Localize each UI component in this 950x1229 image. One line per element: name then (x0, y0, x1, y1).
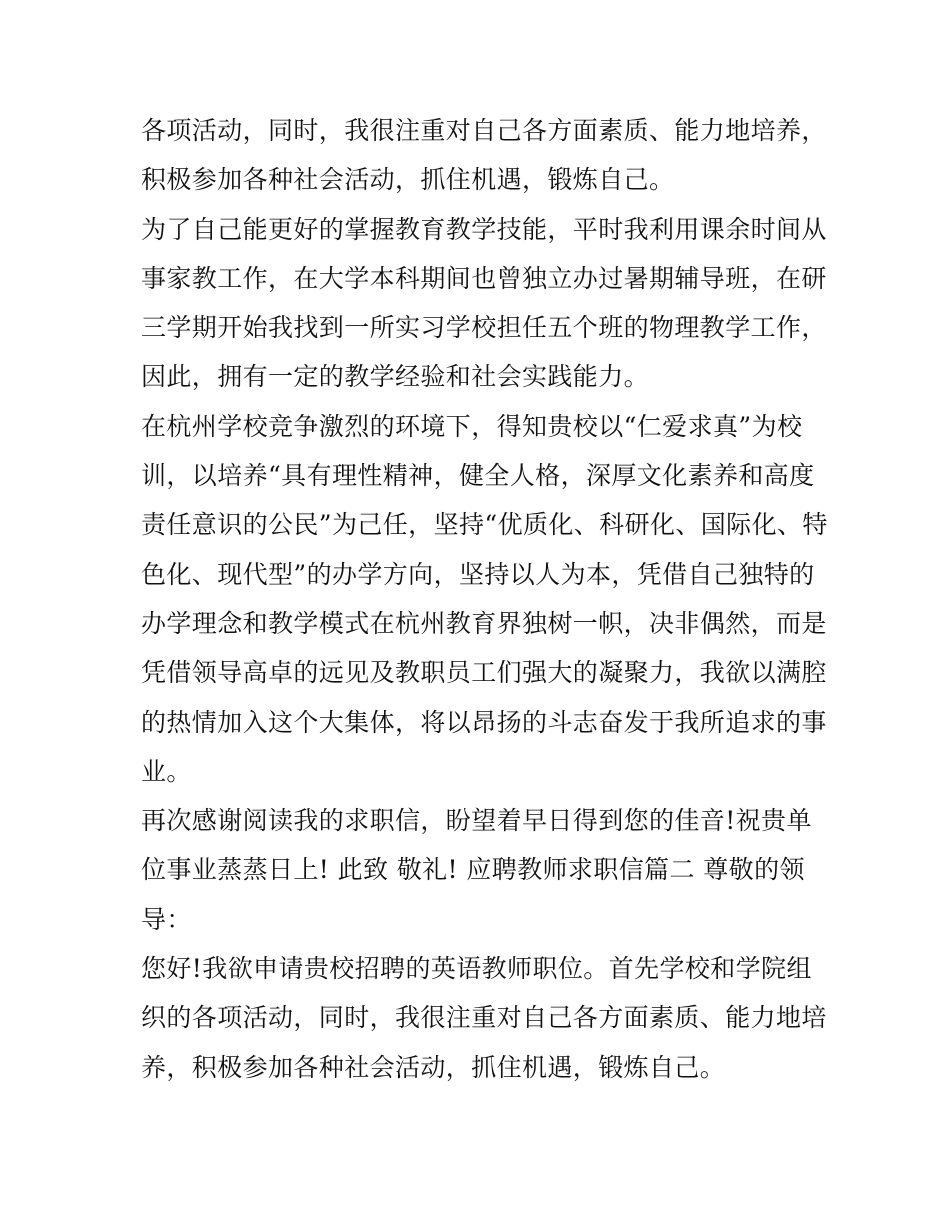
text-line: 导： (141, 904, 192, 934)
text-line: 因此，拥有一定的教学经验和社会实践能力。 (141, 362, 650, 392)
text-line: 您好!我欲申请贵校招聘的英语教师职位。首先学校和学院组 (141, 954, 812, 984)
text-line: 各项活动，同时，我很注重对自己各方面素质、能力地培养， (141, 116, 827, 145)
text-line: 位事业蒸蒸日上! 此致 敬礼! 应聘教师求职信篇二 尊敬的领 (141, 855, 805, 885)
text-line: 积极参加各种社会活动，抓住机遇，锻炼自己。 (141, 165, 675, 195)
text-line: 责任意识的公民”为己任，坚持“优质化、科研化、国际化、特 (141, 510, 828, 540)
text-line: 养，积极参加各种社会活动，抓住机遇，锻炼自己。 (141, 1052, 726, 1082)
document-body (141, 106, 828, 1092)
text-line: 为了自己能更好的掌握教育教学技能，平时我利用课余时间从 (141, 214, 827, 244)
text-line: 织的各项活动，同时，我很注重对自己各方面素质、能力地培 (141, 1003, 827, 1033)
text-line: 凭借领导高卓的远见及教职员工们强大的凝聚力，我欲以满腔 (141, 658, 827, 688)
text-line: 在杭州学校竞争激烈的环境下，得知贵校以“仁爱求真”为校 (141, 411, 803, 441)
text-line: 三学期开始我找到一所实习学校担任五个班的物理教学工作， (141, 313, 827, 343)
text-line: 办学理念和教学模式在杭州教育界独树一帜，决非偶然，而是 (141, 608, 827, 638)
text-line: 业。 (141, 756, 192, 786)
text-line: 的热情加入这个大集体，将以昂扬的斗志奋发于我所追求的事 (141, 707, 827, 737)
text-line: 再次感谢阅读我的求职信，盼望着早日得到您的佳音!祝贵单 (141, 806, 812, 836)
text-line: 事家教工作，在大学本科期间也曾独立办过暑期辅导班，在研 (141, 263, 827, 293)
text-line: 色化、现代型”的办学方向，坚持以人为本，凭借自己独特的 (141, 559, 815, 589)
text-line: 训，以培养“具有理性精神，健全人格，深厚文化素养和高度 (141, 461, 815, 491)
